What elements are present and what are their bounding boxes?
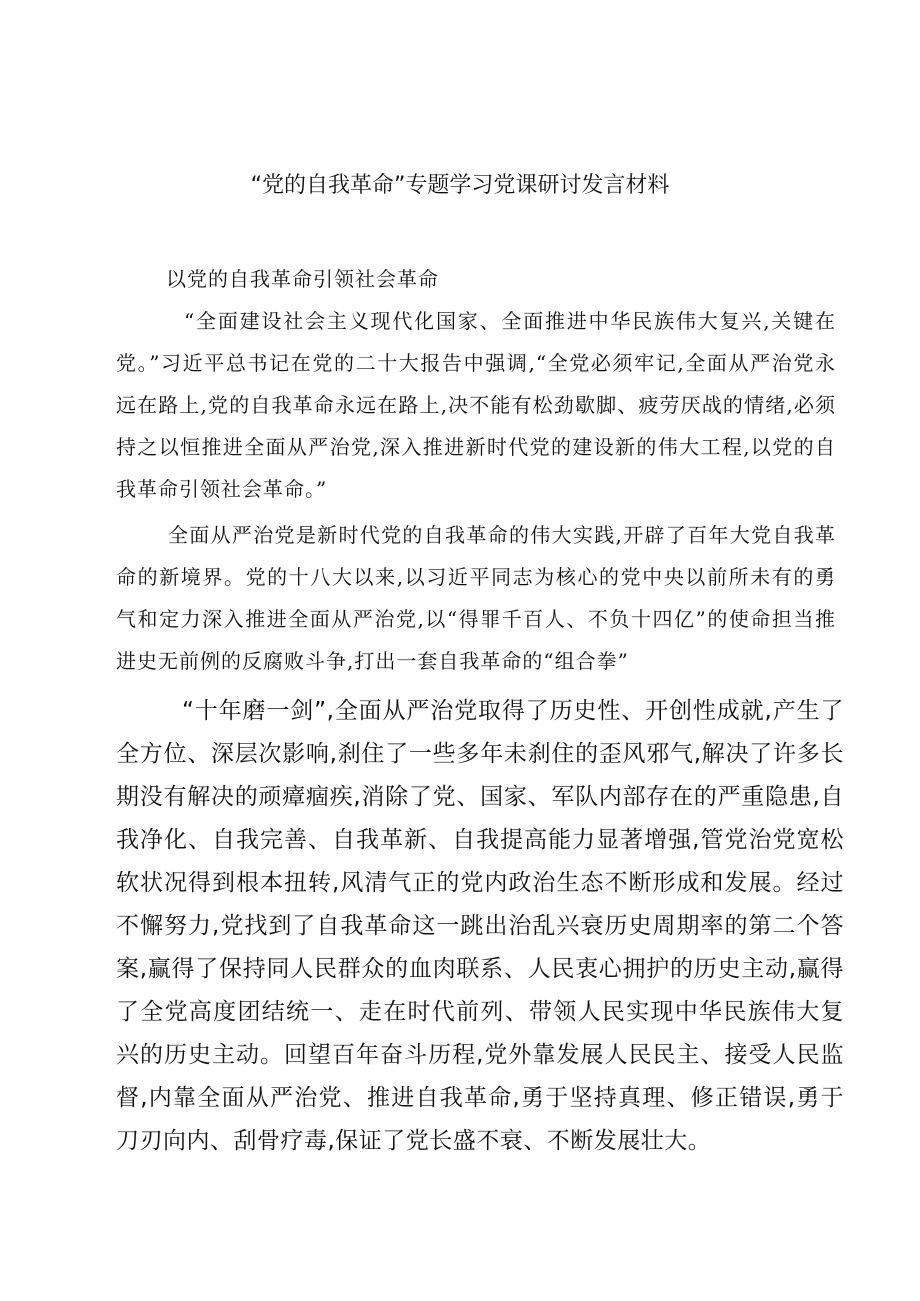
document-subheading: 以党的自我革命引领社会革命: [166, 267, 439, 291]
paragraph-3: “十年磨一剑”,全面从严治党取得了历史性、开创性成就,产生了全方位、深层次影响,刹住了一些多年未刹住的歪风邪气,解决了许多长期没有解决的顽瘴痼疾,消除了党、国家、军队内部存在的严重隐患,自我净化、自我完善、自我革新、自我提高能力显著增强,管党治党宽松软状况得到根本扭转,风清气正的党内政治生态不断形成和发展。经过不懈努力,党找到了自我革命这一跳出治乱兴衰历史周期率的第二个答案,赢得了保持同人民群众的血肉联系、人民衷心拥护的历史主动,赢得了全党高度团结统一、走在时代前列、带领人民实现中华民族伟大复兴的历史主动。回望百年奋斗历程,党外靠发展人民民主、接受人民监督,内靠全面从严治党、推进自我革命,勇于坚持真理、修正错误,勇于刀刃向内、刮骨疗毒,保证了党长盛不衰、不断发展壮大。: [116, 698, 845, 1154]
paragraph-2: 全面从严治党是新时代党的自我革命的伟大实践,开辟了百年大党自我革命的新境界。党的十八大以来,以习近平同志为核心的党中央以前所未有的勇气和定力深入推进全面从严治党,以“得罪千百人、不负十四亿”的使命担当推进史无前例的反腐败斗争,打出一套自我革命的“组合拳”: [116, 523, 836, 673]
paragraph-1: “全面建设社会主义现代化国家、全面推进中华民族伟大复兴,关键在党。”习近平总书记在党的二十大报告中强调,“全党必须牢记,全面从严治党永远在路上,党的自我革命永远在路上,决不能有松劲歇脚、疲劳厌战的情绪,必须持之以恒推进全面从严治党,深入推进新时代党的建设新的伟大工程,以党的自我革命引领社会革命。”: [116, 309, 836, 501]
document-title: “党的自我革命”专题学习党课研讨发言材料: [250, 173, 670, 198]
